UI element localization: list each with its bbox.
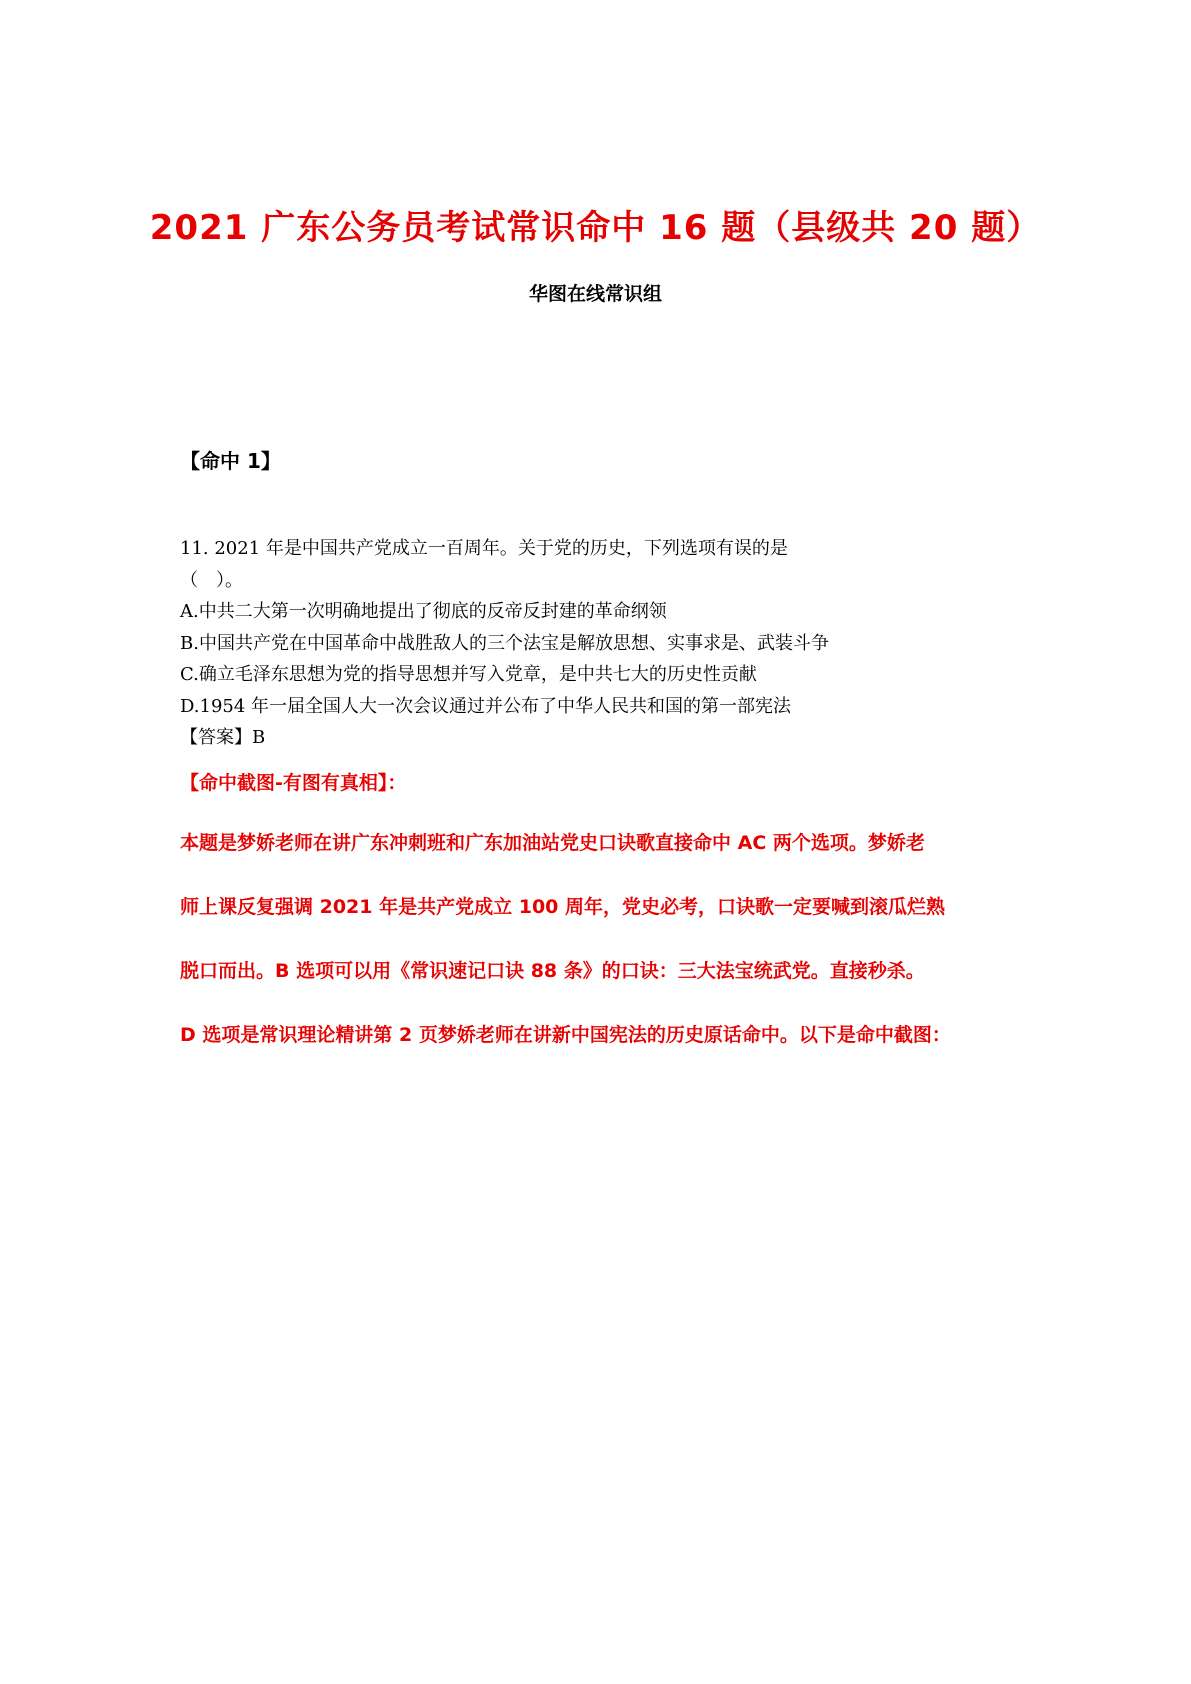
hit-line-1: 本题是梦娇老师在讲广东冲刺班和广东加油站党史口诀歌直接命中 AC 两个选项。梦娇老 xyxy=(180,832,925,854)
answer-line: 【答案】B xyxy=(180,727,266,748)
hit-line-3: 脱口而出。B 选项可以用《常识速记口诀 88 条》的口诀：三大法宝统武党。直接秒杀。 xyxy=(180,960,925,982)
hit-line-2: 师上课反复强调 2021 年是共产党成立 100 周年，党史必考，口诀歌一定要喊到滚瓜烂熟 xyxy=(180,896,946,918)
option-b: B.中国共产党在中国革命中战胜敌人的三个法宝是解放思想、实事求是、武装斗争 xyxy=(180,632,829,654)
hit-line-4: D 选项是常识理论精讲第 2 页梦娇老师在讲新中国宪法的历史原话命中。以下是命中截图： xyxy=(180,1024,951,1046)
hit-explanation-block xyxy=(180,768,1060,1084)
section-heading: 【命中 1】 xyxy=(180,449,281,473)
option-d: D.1954 年一届全国人大一次会议通过并公布了中华人民共和国的第一部宪法 xyxy=(180,695,792,717)
document-subtitle: 华图在线常识组 xyxy=(528,283,662,305)
option-a: A.中共二大第一次明确地提出了彻底的反帝反封建的革命纲领 xyxy=(180,601,667,622)
question-stem-line-2: （ ）。 xyxy=(180,569,243,591)
hit-label: 【命中截图-有图有真相】： xyxy=(180,772,407,794)
question-block xyxy=(180,533,1080,754)
option-c: C.确立毛泽东思想为党的指导思想并写入党章，是中共七大的历史性贡献 xyxy=(180,664,757,685)
question-stem-line-1: 11. 2021 年是中国共产党成立一百周年。关于党的历史，下列选项有误的是 xyxy=(180,538,788,559)
document-title: 2021 广东公务员考试常识命中 16 题（县级共 20 题） xyxy=(149,208,1042,248)
